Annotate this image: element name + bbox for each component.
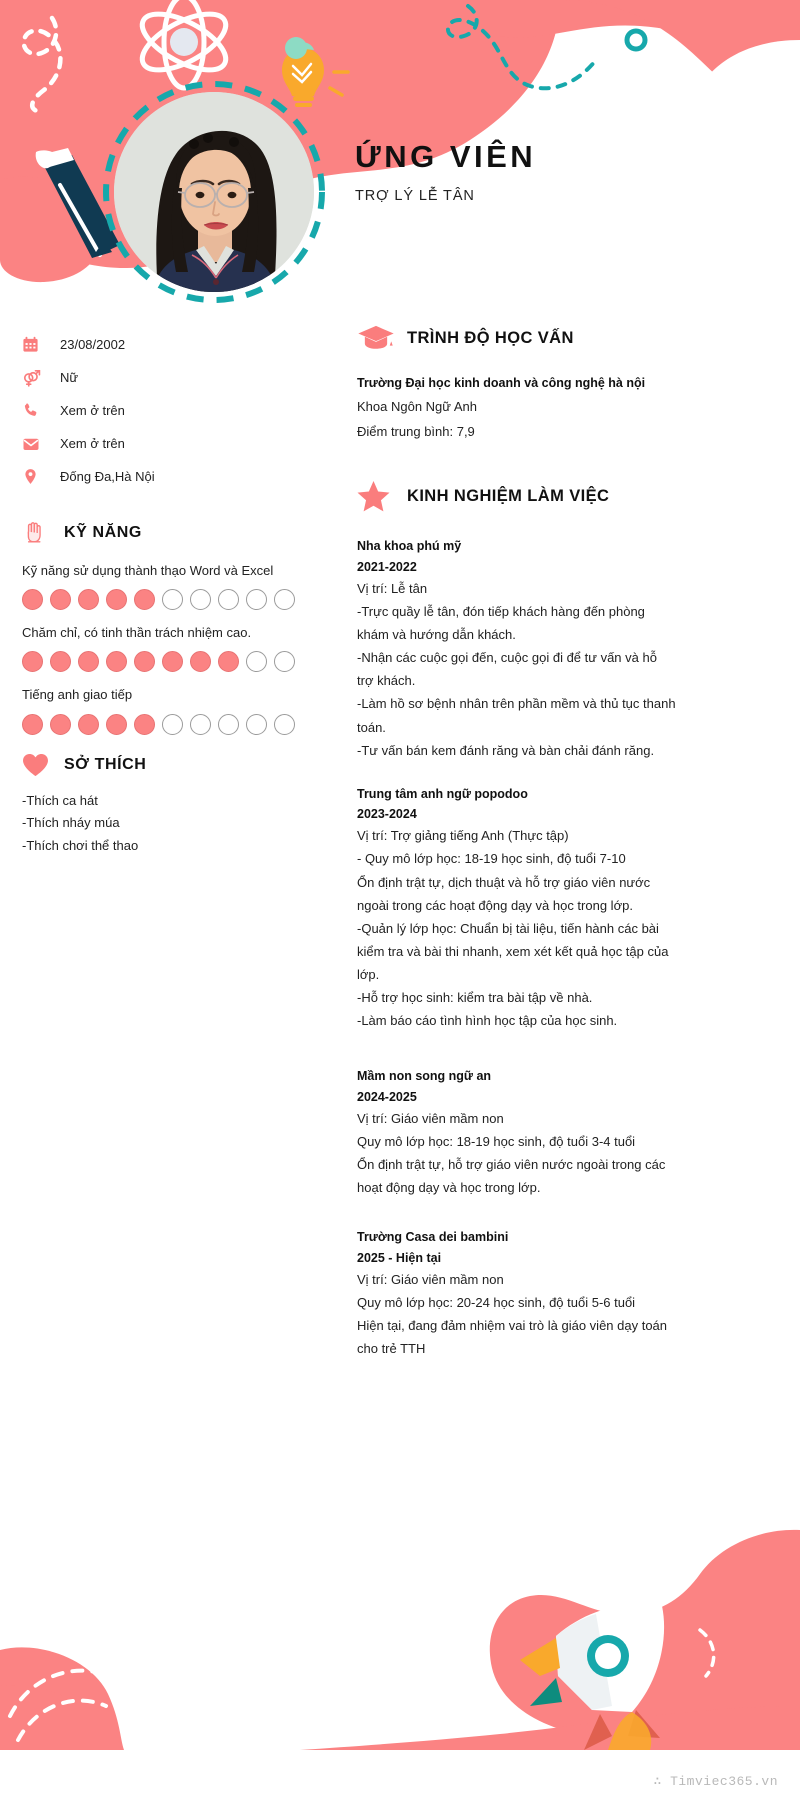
footer-background-shapes (0, 1510, 800, 1750)
skill-label: Chăm chỉ, có tinh thần trách nhiệm cao. (22, 625, 252, 641)
envelope-icon (22, 435, 52, 453)
experience-item (357, 1227, 677, 1360)
experience-item (357, 1066, 677, 1199)
main-content (357, 325, 677, 1382)
heart-icon (22, 753, 56, 777)
watermark: ∴ Timviec365.vn (653, 1774, 778, 1789)
education-school: Trường Đại học kinh doanh và công nghệ hà nội (357, 376, 646, 390)
job-company: Trường Casa dei bambini (357, 1230, 509, 1245)
contact-item-birthdate (22, 328, 322, 361)
sidebar-left (22, 328, 322, 857)
section-header-hobbies (22, 753, 322, 777)
page-title: ỨNG VIÊN (355, 139, 537, 174)
job-detail: -Làm hồ sơ bệnh nhân trên phần mềm và thủ tục thanh toán. (357, 696, 676, 735)
hobby-item: -Thích chơi thể thao (22, 837, 139, 853)
job-detail: Ổn định trật tự, dịch thuật và hỗ trợ giáo viên nước ngoài trong các hoạt động dạy và học trong lớp. (357, 874, 651, 913)
job-detail: Vị trí: Trợ giảng tiếng Anh (Thực tập) (357, 828, 569, 844)
hobby-item: -Thích nháy múa (22, 815, 120, 831)
experience-item (357, 784, 677, 1033)
portrait-illustration (114, 92, 314, 292)
skill-rating-dots (22, 714, 322, 735)
experience-item (357, 536, 677, 762)
graduation-cap-icon (357, 325, 399, 351)
calendar-icon (22, 336, 52, 353)
education-gpa: Điểm trung bình: 7,9 (357, 423, 475, 439)
contact-value-gender: Nữ (60, 370, 79, 385)
job-company: Nha khoa phú mỹ (357, 539, 462, 554)
section-title-experience: KINH NGHIỆM LÀM VIỆC (407, 486, 610, 505)
contact-item-address (22, 460, 322, 493)
section-header-skills (22, 519, 322, 546)
skill-item (22, 562, 322, 610)
contact-list (22, 328, 322, 493)
hobbies-list (22, 790, 322, 857)
job-detail: -Quản lý lớp học: Chuẩn bị tài liệu, tiến hành các bài kiểm tra và bài thi nhanh, xem xét kết quả học tập của lớp. (357, 920, 669, 982)
job-detail: -Hỗ trợ học sinh: kiểm tra bài tập về nhà. (357, 990, 593, 1006)
atom-nucleus (170, 28, 198, 56)
avatar (100, 78, 328, 306)
job-detail: Quy mô lớp học: 20-24 học sinh, độ tuổi 5-6 tuổi (357, 1295, 636, 1310)
section-header-experience (357, 480, 677, 512)
section-title-skills: KỸ NĂNG (64, 523, 142, 541)
job-company: Mầm non song ngữ an (357, 1069, 492, 1084)
contact-item-gender (22, 361, 322, 394)
job-years: 2025 - Hiện tại (357, 1250, 442, 1265)
location-pin-icon (22, 468, 52, 485)
skill-rating-dots (22, 651, 322, 672)
job-detail: Hiện tại, đang đảm nhiệm vai trò là giáo viên dạy toán cho trẻ TTH (357, 1318, 668, 1357)
job-years: 2024-2025 (357, 1089, 417, 1104)
job-detail: -Nhận các cuộc gọi đến, cuộc gọi đi để tư vấn và hỗ trợ khách. (357, 650, 657, 689)
job-detail: -Trực quầy lễ tân, đón tiếp khách hàng đến phòng khám và hướng dẫn khách. (357, 603, 645, 642)
contact-value-birthdate: 23/08/2002 (60, 337, 126, 352)
teal-ring-decoration (627, 31, 645, 49)
contact-value-address: Đống Đa,Hà Nội (60, 469, 155, 484)
contact-item-email (22, 427, 322, 460)
page-subtitle: TRỢ LÝ LỄ TÂN (355, 188, 475, 205)
section-title-hobbies: SỞ THÍCH (64, 755, 147, 773)
star-icon (357, 480, 399, 512)
job-detail: Vị trí: Giáo viên mầm non (357, 1110, 504, 1126)
experience-list (357, 536, 677, 1360)
education-faculty: Khoa Ngôn Ngữ Anh (357, 398, 478, 414)
section-title-education: TRÌNH ĐỘ HỌC VẤN (407, 328, 574, 347)
gender-icon (22, 368, 52, 387)
contact-value-email: Xem ở trên (60, 436, 125, 451)
skill-label: Kỹ năng sử dụng thành thạo Word và Excel (22, 563, 274, 578)
header-name-block (355, 140, 536, 204)
job-detail: -Tư vấn bán kem đánh răng và bàn chải đánh răng. (357, 742, 655, 758)
skill-rating-dots (22, 589, 322, 610)
job-detail: - Quy mô lớp học: 18-19 học sinh, độ tuổi 7-10 (357, 851, 626, 867)
skills-list (22, 562, 322, 735)
job-detail: Vị trí: Giáo viên mầm non (357, 1271, 504, 1287)
section-header-education (357, 325, 677, 351)
contact-item-phone (22, 394, 322, 427)
contact-value-phone: Xem ở trên (60, 403, 125, 418)
footer-decoration (0, 1510, 800, 1750)
job-detail: Quy mô lớp học: 18-19 học sinh, độ tuổi 3-4 tuổi (357, 1134, 636, 1149)
phone-icon (22, 402, 52, 419)
education-entry (357, 373, 677, 444)
job-years: 2021-2022 (357, 559, 417, 574)
job-detail: -Làm báo cáo tình hình học tập của học sinh. (357, 1013, 618, 1029)
hobby-item: -Thích ca hát (22, 792, 98, 808)
skill-label: Tiếng anh giao tiếp (22, 687, 133, 703)
hand-icon (22, 519, 56, 546)
job-detail: Vị trí: Lễ tân (357, 580, 428, 596)
skill-item (22, 686, 322, 734)
skill-item (22, 624, 322, 672)
job-years: 2023-2024 (357, 807, 417, 821)
avatar-photo (114, 92, 314, 292)
job-detail: Ổn định trật tự, hỗ trợ giáo viên nước ngoài trong các hoạt động dạy và học trong lớp. (357, 1157, 666, 1196)
job-company: Trung tâm anh ngữ popodoo (357, 786, 528, 801)
